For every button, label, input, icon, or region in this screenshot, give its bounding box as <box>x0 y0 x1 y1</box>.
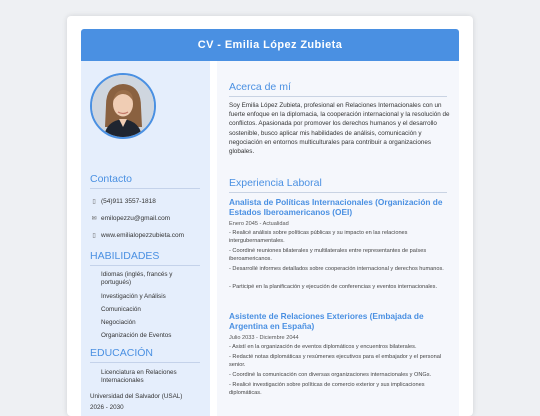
contact-title: Contacto <box>90 173 133 185</box>
job-bullet: - Realicé análisis sobre políticas públicas y su impacto en las relaciones intergubernamentales. <box>229 230 408 245</box>
skills-divider <box>90 265 200 266</box>
education-divider <box>90 362 200 363</box>
cv-header <box>81 29 459 61</box>
job-bullet: - Coordiné reuniones bilaterales y multilaterales entre representantes de países iberoamericanos. <box>229 248 427 263</box>
contact-email-text: emilopezzu@gmail.com <box>101 215 171 222</box>
main-content <box>217 61 459 416</box>
skill-item: Negociación <box>101 319 136 326</box>
contact-phone[interactable] <box>90 198 156 205</box>
job-title: Analista de Políticas Internacionales (Organización de Estados Iberoamericanos (OEI) <box>229 197 443 217</box>
cv-title: CV - Emilia López Zubieta <box>197 39 343 51</box>
skill-item: Idiomas (inglés, francés y portugués) <box>101 271 173 286</box>
job-dates: Julio 2033 - Diciembre 2044 <box>229 335 299 341</box>
web-icon: ▯ <box>92 233 96 239</box>
skill-item: Comunicación <box>101 306 141 313</box>
education-years: 2026 - 2030 <box>90 404 124 411</box>
job-bullet: - Realicé investigación sobre políticas de comercio exterior y sus implicaciones diplomáticas. <box>229 382 425 397</box>
job-bullet: - Desarrollé informes detallados sobre cooperación internacional y derechos humanos. <box>229 266 444 272</box>
contact-email[interactable] <box>90 215 170 222</box>
cv-page <box>67 16 473 416</box>
job-bullet: - Coordiné la comunicación con diversas organizaciones internacionales y ONGs. <box>229 372 432 378</box>
skills-title: HABILIDADES <box>90 250 160 262</box>
email-icon: ✉ <box>91 216 97 222</box>
job-bullet: - Participé en la planificación y ejecución de conferencias y eventos internacionales. <box>229 284 438 290</box>
phone-icon: ▯ <box>92 199 96 205</box>
experience-divider <box>229 192 447 193</box>
job-dates: Enero 2045 - Actualidad <box>229 221 289 227</box>
contact-web[interactable] <box>90 232 184 239</box>
contact-web-text: www.emilialopezzubieta.com <box>101 232 185 239</box>
education-title: EDUCACIÓN <box>90 347 154 359</box>
contact-phone-text: (54)911 3557-1818 <box>101 198 156 205</box>
contact-divider <box>90 188 200 189</box>
job-bullet: - Asistí en la organización de eventos diplomáticos y encuentros bilaterales. <box>229 344 417 350</box>
profile-photo <box>90 73 156 139</box>
sidebar <box>81 61 210 416</box>
about-divider <box>229 96 447 97</box>
about-title: Acerca de mí <box>229 81 291 93</box>
experience-title: Experiencia Laboral <box>229 177 322 189</box>
skill-item: Investigación y Análisis <box>101 293 166 300</box>
education-school: Universidad del Salvador (USAL) <box>90 393 183 400</box>
skill-item: Organización de Eventos <box>101 332 172 339</box>
job-bullet: - Redacté notas diplomáticas y resúmenes ejecutivos para el embajador y el personal senior. <box>229 354 442 369</box>
education-degree: Licenciatura en Relaciones Internacionales <box>101 369 177 384</box>
job-title: Asistente de Relaciones Exteriores (Embajada de Argentina en España) <box>229 311 424 331</box>
about-text: Soy Emilia López Zubieta, profesional en Relaciones Internacionales con un fuerte enfoque en la diplomacia, la cooperación internacional y la resolución de conflictos. Apasionada por promover los derechos humanos y el desarrollo sostenible, busco aplicar mis habilidades de análisis, comunicación y negociación en entornos multiculturales para contribuir a organizaciones globales. <box>229 102 450 156</box>
